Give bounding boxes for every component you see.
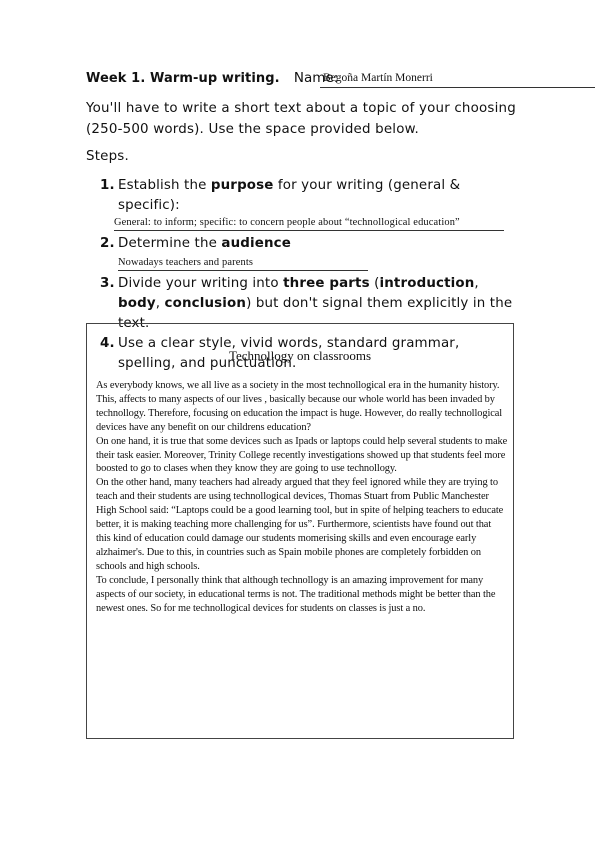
step-number: 3. <box>100 276 115 291</box>
name-field[interactable]: Begoña Martín Monerri <box>320 70 595 88</box>
essay-body <box>96 379 508 615</box>
step-keyword: introduction <box>379 276 475 291</box>
step-keyword: audience <box>221 236 291 251</box>
essay-paragraph: As everybody knows, we all live as a society in the most technollogical era in the humanity history. This, affects to many aspects of our lives , basically because our whole world has been invaded by technollogy. Therefore, focusing on education the impact is huge. However, do really technollogical devices have any benefit on our childrens education? <box>96 380 503 433</box>
step-text: Use a clear style, vivid words, standard grammar, spelling, and punctuation. <box>118 336 460 371</box>
essay-title: Technollogy on classrooms <box>228 348 372 363</box>
step-text: Determine the <box>118 236 222 251</box>
step-number: 2. <box>100 236 115 251</box>
step-keyword: body <box>118 296 156 311</box>
steps-label: Steps. <box>86 149 129 164</box>
step-text: for your writing (general & specific): <box>118 178 461 213</box>
essay-paragraph: On one hand, it is true that some devices such as Ipads or laptops could help several students to make their task easier. Moreover, Trinity College recently investigations showed up that students feel more boosted to go to clases when they know they are going to use technollogy. <box>96 435 508 475</box>
step-text: Divide your writing into <box>118 276 284 291</box>
step-text: ) but don't signal them explicitly in the text. <box>118 296 513 331</box>
step-keyword: purpose <box>210 178 274 193</box>
step-text: , <box>474 276 479 291</box>
step-keyword: three parts <box>283 276 370 291</box>
week-title: Week 1. Warm-up writing. <box>86 71 280 86</box>
step-keyword: conclusion <box>164 296 247 311</box>
step-text: , <box>155 296 165 311</box>
essay-paragraph: On the other hand, many teachers had already argued that they feel ignored while they are trying to teach and their students are using technollogical devices, Thomas Stuart from Public Manchester High School said: “Laptops could be a good learning tool, but in spite of helping teachers to educate better, it is making teaching more challenging for us”. Furthermore, scientists have found out that this kind of education could damage our students momerising skills and even encourage early alzhaimer's. Due to this, in countries such as Spain mobile phones are completely forbidden on schools and high schools. <box>96 477 504 572</box>
writing-area[interactable] <box>86 323 514 739</box>
purpose-answer-field[interactable]: General: to inform; specific: to concern people about “technollogical education” <box>114 216 504 231</box>
step-purpose <box>100 176 520 231</box>
name-label: Name: <box>293 70 339 86</box>
step-text: Establish the <box>118 178 211 193</box>
step-number: 4. <box>100 336 115 351</box>
audience-answer-field[interactable]: Nowadays teachers and parents <box>118 256 368 271</box>
step-number: 1. <box>100 178 115 193</box>
instructions-text: You'll have to write a short text about a topic of your choosing (250-500 words). Use the space provided below. <box>86 101 516 137</box>
step-text: ( <box>369 276 380 291</box>
essay-paragraph: To conclude, I personally think that although technollogy is an amazing improvement for many aspects of our society, in educational terms is not. The traditional methods might be better than the newest ones. So for me technollogical devices for students on classes is just a no. <box>96 574 496 614</box>
worksheet-header <box>86 70 516 92</box>
step-audience <box>100 234 520 274</box>
